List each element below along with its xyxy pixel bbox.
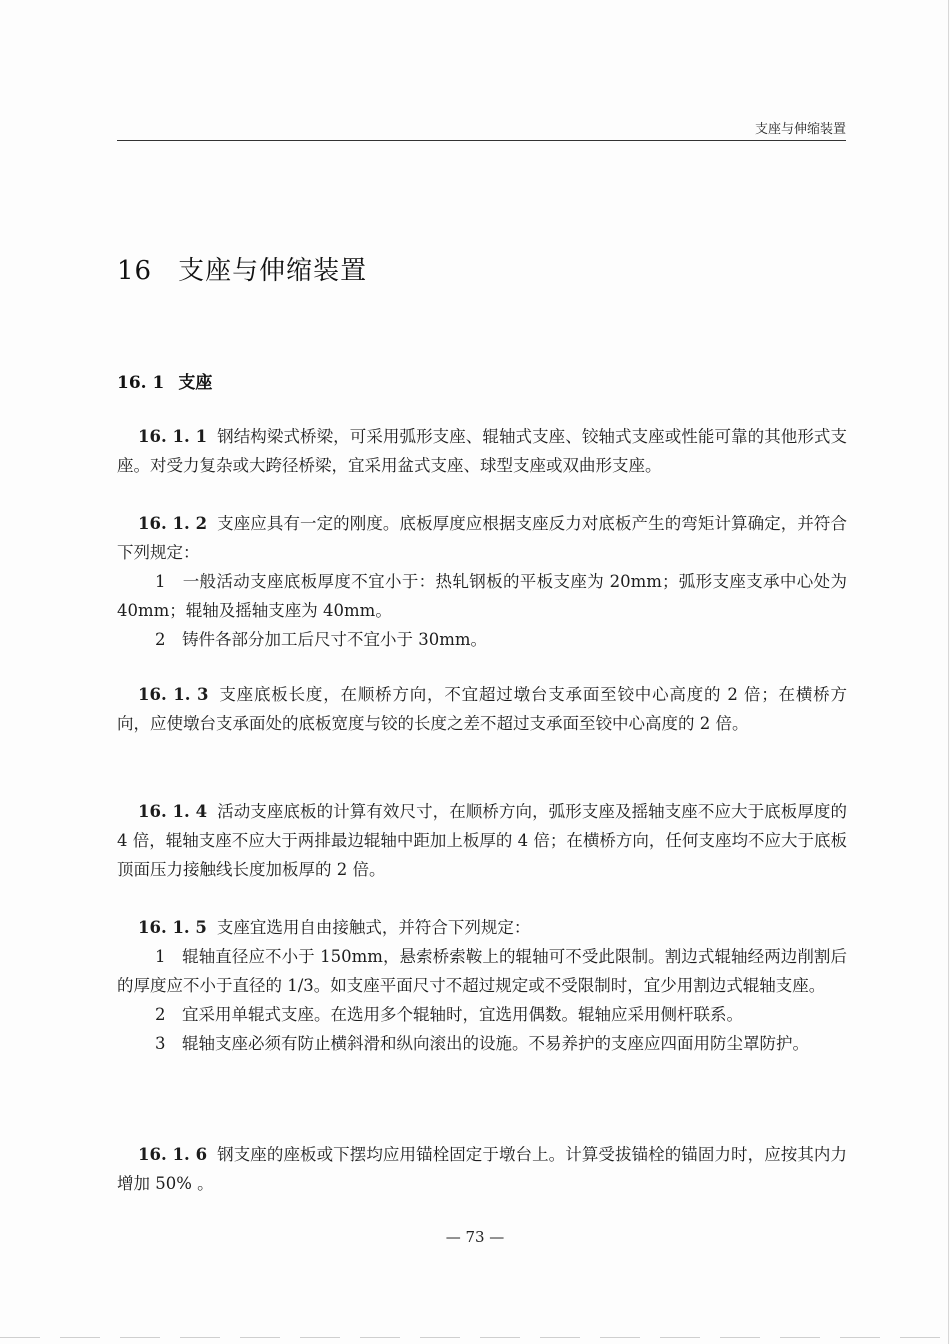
clause-16-1-4 [117, 797, 847, 884]
section-title-text: 支座 [178, 373, 213, 393]
list-item: 3 辊轴支座必须有防止横斜滑和纵向滚出的设施。不易养护的支座应四面用防尘罩防护。 [155, 1034, 809, 1053]
clause-text: 支座应具有一定的刚度。底板厚度应根据支座反力对底板产生的弯矩计算确定，并符合下列规定： [117, 514, 848, 562]
page-number: — 73 — [445, 1228, 505, 1246]
clause-number: 16. 1. 3 [138, 685, 209, 704]
clause-number: 16. 1. 5 [138, 918, 207, 937]
clause-16-1-5 [117, 913, 847, 1058]
clause-number: 16. 1. 4 [138, 802, 208, 821]
running-header: 支座与伸缩装置 [754, 122, 846, 137]
scan-bottom-artifact [0, 1337, 950, 1338]
clause-number: 16. 1. 1 [138, 427, 208, 446]
header-rule [117, 140, 846, 141]
clause-16-1-6 [117, 1140, 847, 1198]
clause-16-1-1 [117, 422, 847, 480]
clause-paragraph [117, 797, 847, 884]
clause-text: 活动支座底板的计算有效尺寸，在顺桥方向，弧形支座及摇轴支座不应大于底板厚度的 4 倍，辊轴支座不应大于两排最边辊轴中距加上板厚的 4 倍；在横桥方向，任何支座均不应大于底板顶面压力接触线长度加板厚的 2 倍。 [117, 802, 848, 879]
chapter-title-text: 支座与伸缩装置 [178, 256, 368, 286]
clause-paragraph [117, 680, 847, 738]
clause-text: 钢支座的座板或下摆均应用锚栓固定于墩台上。计算受拔锚栓的锚固力时，应按其内力增加 50% 。 [117, 1145, 848, 1193]
list-item: 1 辊轴直径应不小于 150mm，悬索桥索鞍上的辊轴可不受此限制。割边式辊轴经两边削割后的厚度应不小于直径的 1/3。如支座平面尺寸不超过规定或不受限制时，宜少用割边式辊轴支座。 [117, 947, 847, 995]
clause-paragraph [117, 509, 847, 567]
clause-16-1-3 [117, 680, 847, 738]
clause-number: 16. 1. 2 [138, 514, 208, 533]
clause-text: 支座底板长度，在顺桥方向，不宜超过墩台支承面至铰中心高度的 2 倍；在横桥方向，应使墩台支承面处的底板宽度与铰的长度之差不超过支承面至铰中心高度的 2 倍。 [117, 685, 847, 733]
chapter-number: 16 [117, 256, 153, 286]
list-item: 2 铸件各部分加工后尺寸不宜小于 30mm。 [155, 630, 488, 649]
clause-paragraph [117, 913, 847, 942]
section-heading [117, 368, 212, 393]
section-number: 16. 1 [117, 373, 165, 393]
list-item: 2 宜采用单辊式支座。在选用多个辊轴时，宜选用偶数。辊轴应采用侧杆联系。 [155, 1005, 743, 1024]
clause-text: 钢结构梁式桥梁，可采用弧形支座、辊轴式支座、铰轴式支座或性能可靠的其他形式支座。对受力复杂或大跨径桥梁，宜采用盆式支座、球型支座或双曲形支座。 [117, 427, 848, 475]
clause-paragraph [117, 422, 847, 480]
chapter-heading [117, 250, 367, 287]
clause-16-1-2 [117, 509, 847, 654]
clause-text: 支座宜选用自由接触式，并符合下列规定： [216, 918, 531, 937]
clause-paragraph [117, 1140, 847, 1198]
scan-edge [948, 0, 949, 1344]
list-item: 1 一般活动支座底板厚度不宜小于：热轧钢板的平板支座为 20mm；弧形支座支承中心处为 40mm；辊轴及摇轴支座为 40mm。 [117, 572, 847, 620]
clause-number: 16. 1. 6 [138, 1145, 208, 1164]
